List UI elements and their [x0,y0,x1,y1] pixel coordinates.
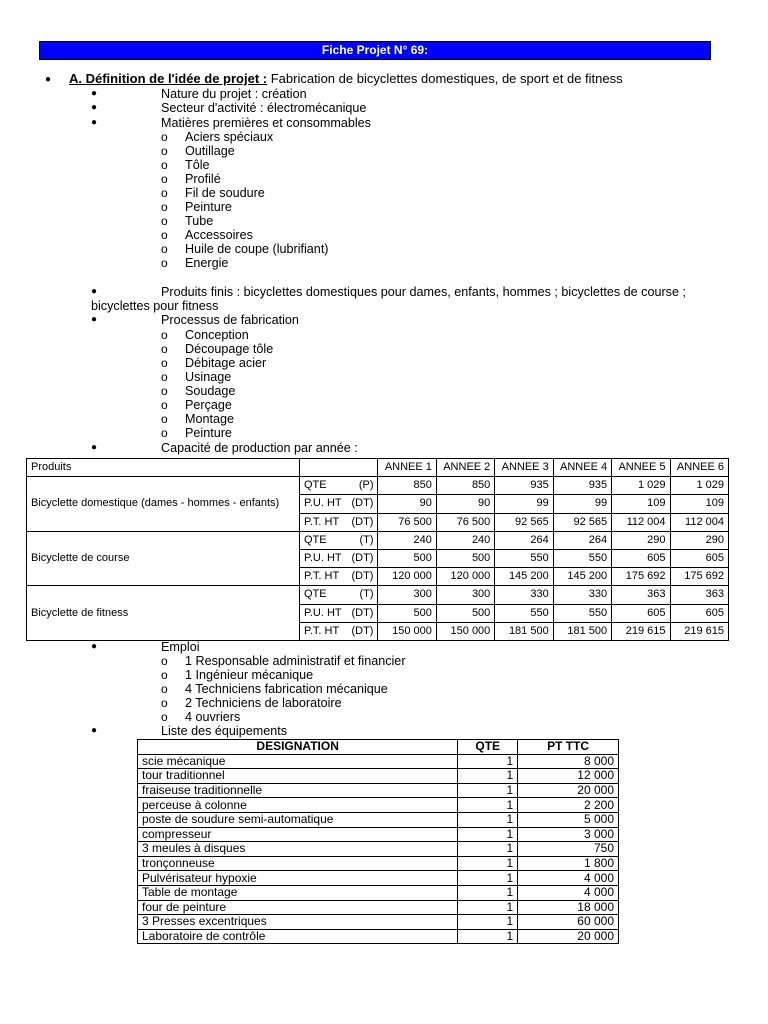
value-cell: 264 [553,531,611,549]
equip-qte: 1 [458,915,518,930]
measure-cell [299,513,378,531]
equip-qte: 1 [458,871,518,886]
circle-bullet-icon: o [161,426,168,440]
equip-price: 20 000 [518,783,619,798]
table-row [27,586,729,604]
measure-label: P.T. HT [303,570,340,583]
equip-designation: 3 Presses excentriques [138,915,458,930]
prod-header-cell: ANNEE 1 [378,459,436,477]
matiere-item: Aciers spéciaux [185,130,274,144]
value-cell: 605 [612,549,670,567]
bullet-icon: ● [91,442,98,453]
value-cell: 219 615 [670,622,728,640]
emploi-item: 4 ouvriers [185,710,241,724]
table-row [138,783,619,798]
equip-price: 750 [518,842,619,857]
product-name: Bicyclette domestique (dames - hommes - enfants) [27,477,300,532]
processus-item: Débitage acier [185,356,267,370]
measure-label: P.T. HT [303,515,340,528]
table-row [138,842,619,857]
value-cell: 300 [436,586,494,604]
table-row [27,531,729,549]
circle-bullet-icon: o [161,130,168,144]
emploi-item: 1 Ingénieur mécanique [185,668,314,682]
circle-bullet-icon: o [161,200,168,214]
bullet-icon: ● [91,102,98,113]
value-cell: 175 692 [670,568,728,586]
equip-price: 60 000 [518,915,619,930]
measure-unit: (T) [359,588,374,601]
table-row [138,871,619,886]
prod-header-cell [299,459,378,477]
processus-item: Découpage tôle [185,342,274,356]
product-name: Bicyclette de fitness [27,586,300,641]
table-row [138,900,619,915]
matiere-item: Energie [185,256,229,270]
equip-price: 5 000 [518,812,619,827]
table-row [138,754,619,769]
equip-price: 4 000 [518,871,619,886]
circle-bullet-icon: o [161,384,168,398]
circle-bullet-icon: o [161,668,168,682]
matieres-title: Matières premières et consommables [161,116,371,130]
value-cell: 264 [495,531,553,549]
value-cell: 76 500 [378,513,436,531]
equip-designation: 3 meules à disques [138,842,458,857]
equip-price: 1 800 [518,856,619,871]
bullet-icon: ● [91,641,98,652]
matiere-item: Tube [185,214,214,228]
prod-header-row [27,459,729,477]
table-row [138,827,619,842]
produits-line2: bicyclettes pour fitness [91,299,219,313]
value-cell: 181 500 [495,622,553,640]
value-cell: 850 [436,477,494,495]
value-cell: 605 [612,604,670,622]
equip-designation: Pulvérisateur hypoxie [138,871,458,886]
value-cell: 145 200 [495,568,553,586]
matiere-item: Peinture [185,200,232,214]
processus-item: Conception [185,328,249,342]
value-cell: 175 692 [612,568,670,586]
measure-label: QTE [303,533,327,546]
measure-label: P.U. HT [303,606,342,619]
matiere-item: Accessoires [185,228,253,242]
value-cell: 550 [495,549,553,567]
value-cell: 500 [378,549,436,567]
bullet-icon: ● [91,117,98,128]
emploi-item: 4 Techniciens fabrication mécanique [185,682,388,696]
measure-cell [299,495,378,513]
circle-bullet-icon: o [161,228,168,242]
value-cell: 76 500 [436,513,494,531]
equip-designation: perceuse à colonne [138,798,458,813]
table-row [138,856,619,871]
equip-designation: fraiseuse traditionnelle [138,783,458,798]
emploi-item: 2 Techniciens de laboratoire [185,696,342,710]
equip-designation: tour traditionnel [138,769,458,784]
equip-price: 8 000 [518,754,619,769]
measure-cell [299,604,378,622]
equip-designation: Laboratoire de contrôle [138,929,458,944]
value-cell: 240 [378,531,436,549]
circle-bullet-icon: o [161,710,168,724]
matiere-item: Huile de coupe (lubrifiant) [185,242,329,256]
section-a [69,72,623,86]
section-a-text: Fabrication de bicyclettes domestiques, de sport et de fitness [267,71,623,86]
value-cell: 500 [378,604,436,622]
processus-item: Peinture [185,426,232,440]
circle-bullet-icon: o [161,370,168,384]
equip-price: 2 200 [518,798,619,813]
equip-header-row [138,740,619,755]
processus-item: Usinage [185,370,232,384]
table-row [138,885,619,900]
measure-label: P.T. HT [303,624,340,637]
table-row [138,929,619,944]
measure-unit: (DT) [351,606,374,619]
measure-unit: (T) [359,533,374,546]
equip-price: 3 000 [518,827,619,842]
col-designation: DESIGNATION [138,740,458,755]
equip-price: 4 000 [518,885,619,900]
measure-label: QTE [303,479,327,492]
section-a-label: A. Définition de l'idée de projet : [69,71,268,86]
bullet-icon: ● [91,286,98,297]
value-cell: 90 [436,495,494,513]
value-cell: 181 500 [553,622,611,640]
bullet-icon: ● [91,725,98,736]
prod-header-cell: ANNEE 6 [670,459,728,477]
value-cell: 109 [670,495,728,513]
equip-price: 12 000 [518,769,619,784]
measure-cell [299,568,378,586]
equip-qte: 1 [458,929,518,944]
prod-header-cell: Produits [27,459,300,477]
prod-header-cell: ANNEE 3 [495,459,553,477]
matiere-item: Profilé [185,172,221,186]
table-row [138,769,619,784]
prod-header-cell: ANNEE 4 [553,459,611,477]
circle-bullet-icon: o [161,242,168,256]
matiere-item: Tôle [185,158,210,172]
equip-qte: 1 [458,754,518,769]
measure-cell [299,531,378,549]
emploi-title: Emploi [161,640,200,654]
value-cell: 550 [553,549,611,567]
circle-bullet-icon: o [161,144,168,158]
circle-bullet-icon: o [161,342,168,356]
matiere-item: Fil de soudure [185,186,265,200]
value-cell: 99 [495,495,553,513]
equip-qte: 1 [458,900,518,915]
value-cell: 120 000 [436,568,494,586]
equip-price: 20 000 [518,929,619,944]
value-cell: 150 000 [378,622,436,640]
measure-unit: (DT) [351,570,374,583]
value-cell: 109 [612,495,670,513]
measure-cell [299,549,378,567]
bullet-icon: ● [91,88,98,99]
measure-unit: (P) [358,479,374,492]
circle-bullet-icon: o [161,328,168,342]
equip-designation: Table de montage [138,885,458,900]
circle-bullet-icon: o [161,682,168,696]
measure-cell [299,622,378,640]
circle-bullet-icon: o [161,158,168,172]
equip-designation: scie mécanique [138,754,458,769]
equip-qte: 1 [458,827,518,842]
col-pt-ttc: PT TTC [518,740,619,755]
circle-bullet-icon: o [161,654,168,668]
value-cell: 605 [670,549,728,567]
circle-bullet-icon: o [161,356,168,370]
measure-cell [299,586,378,604]
value-cell: 150 000 [436,622,494,640]
value-cell: 935 [495,477,553,495]
value-cell: 99 [553,495,611,513]
equip-qte: 1 [458,856,518,871]
processus-item: Perçage [185,398,232,412]
capacite-title: Capacité de production par année : [161,441,358,455]
bullet-icon: ● [45,74,52,85]
measure-cell [299,477,378,495]
matiere-item: Outillage [185,144,235,158]
production-table [26,458,729,641]
circle-bullet-icon: o [161,172,168,186]
equip-title: Liste des équipements [161,724,288,738]
table-row [138,812,619,827]
value-cell: 290 [670,531,728,549]
produits-line1: Produits finis : bicyclettes domestiques pour dames, enfants, hommes ; bicyclettes de course ; [161,285,686,299]
value-cell: 145 200 [553,568,611,586]
bullet-icon: ● [91,314,98,325]
measure-label: P.U. HT [303,497,342,510]
value-cell: 112 004 [612,513,670,531]
value-cell: 240 [436,531,494,549]
circle-bullet-icon: o [161,186,168,200]
value-cell: 300 [378,586,436,604]
circle-bullet-icon: o [161,214,168,228]
measure-unit: (DT) [351,497,374,510]
value-cell: 550 [553,604,611,622]
value-cell: 363 [670,586,728,604]
emploi-item: 1 Responsable administratif et financier [185,654,406,668]
prod-header-cell: ANNEE 5 [612,459,670,477]
value-cell: 92 565 [553,513,611,531]
prod-header-cell: ANNEE 2 [436,459,494,477]
value-cell: 605 [670,604,728,622]
value-cell: 1 029 [670,477,728,495]
table-row [138,798,619,813]
table-row [27,477,729,495]
circle-bullet-icon: o [161,256,168,270]
value-cell: 935 [553,477,611,495]
value-cell: 290 [612,531,670,549]
equip-price: 18 000 [518,900,619,915]
processus-title: Processus de fabrication [161,313,299,327]
secteur-item: Secteur d'activité : électromécanique [161,101,367,115]
value-cell: 90 [378,495,436,513]
value-cell: 219 615 [612,622,670,640]
equip-qte: 1 [458,783,518,798]
value-cell: 500 [436,604,494,622]
equip-designation: four de peinture [138,900,458,915]
circle-bullet-icon: o [161,412,168,426]
processus-item: Soudage [185,384,236,398]
measure-label: P.U. HT [303,552,342,565]
equip-designation: tronçonneuse [138,856,458,871]
value-cell: 363 [612,586,670,604]
value-cell: 1 029 [612,477,670,495]
equip-designation: poste de soudure semi-automatique [138,812,458,827]
value-cell: 550 [495,604,553,622]
col-qte: QTE [458,740,518,755]
equip-designation: compresseur [138,827,458,842]
equipment-table [137,739,619,944]
equip-qte: 1 [458,798,518,813]
equip-qte: 1 [458,842,518,857]
nature-item: Nature du projet : création [161,87,307,101]
value-cell: 850 [378,477,436,495]
value-cell: 92 565 [495,513,553,531]
measure-unit: (DT) [351,552,374,565]
page-title: Fiche Projet N° 69: [39,41,711,60]
circle-bullet-icon: o [161,696,168,710]
value-cell: 120 000 [378,568,436,586]
equip-qte: 1 [458,769,518,784]
equip-qte: 1 [458,812,518,827]
equip-qte: 1 [458,885,518,900]
table-row [138,915,619,930]
value-cell: 112 004 [670,513,728,531]
product-name: Bicyclette de course [27,531,300,586]
value-cell: 330 [495,586,553,604]
processus-item: Montage [185,412,235,426]
value-cell: 330 [553,586,611,604]
value-cell: 500 [436,549,494,567]
measure-unit: (DT) [351,515,374,528]
circle-bullet-icon: o [161,398,168,412]
measure-unit: (DT) [351,624,374,637]
measure-label: QTE [303,588,327,601]
